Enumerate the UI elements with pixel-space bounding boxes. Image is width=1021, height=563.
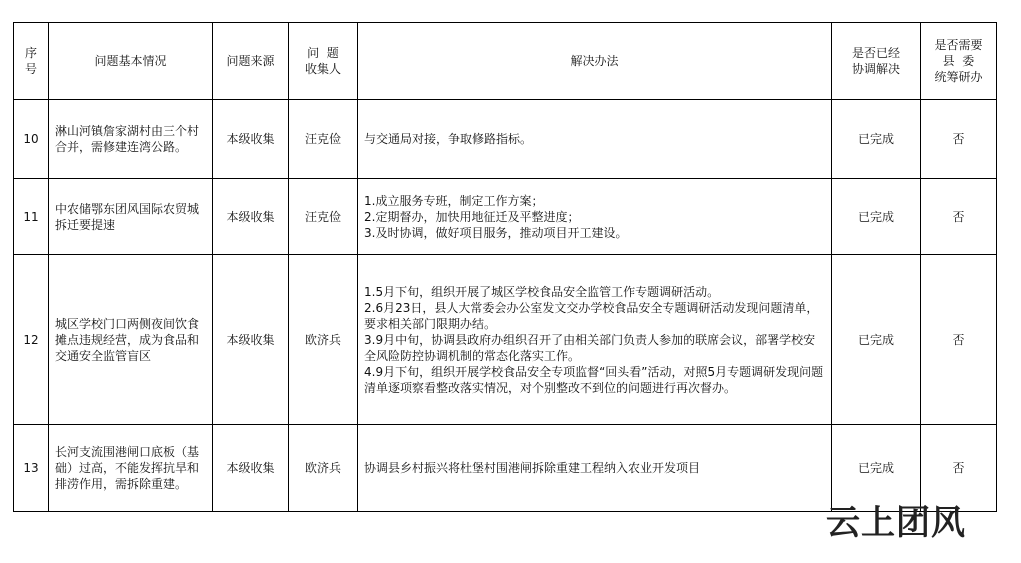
cell-coordinated: 已完成	[832, 179, 921, 255]
header-county-line2: 县 委	[942, 54, 975, 68]
cell-collector: 欧济兵	[289, 255, 358, 425]
header-coordinated-line2: 协调解决	[851, 62, 900, 76]
header-county-line3: 统筹研办	[934, 70, 983, 84]
table-row	[14, 255, 997, 425]
solution-line: 2.定期督办，加快用地征迁及平整进度；	[364, 209, 580, 224]
cell-county-needed: 否	[921, 100, 997, 179]
cell-county-needed: 否	[921, 179, 997, 255]
header-seq-line1: 序	[24, 46, 37, 60]
header-collector	[289, 23, 358, 100]
solution-line: 协调县乡村振兴将杜堡村围港闸拆除重建工程纳入农业开发项目	[364, 461, 701, 475]
header-solution: 解决办法	[358, 23, 832, 100]
header-coordinated-line1: 是否已经	[851, 46, 900, 60]
cell-coordinated: 已完成	[832, 425, 921, 512]
solution-line: 1.5月下旬，组织开展了城区学校食品安全监管工作专题调研活动。	[364, 284, 720, 299]
header-collector-line1: 问 题	[307, 46, 339, 60]
issue-table	[13, 22, 997, 512]
cell-seq: 13	[14, 425, 49, 512]
cell-coordinated: 已完成	[832, 255, 921, 425]
cell-issue: 城区学校门口两侧夜间饮食摊点违规经营，成为食品和交通安全监管盲区	[49, 255, 213, 425]
cell-source: 本级收集	[213, 255, 289, 425]
cell-solution	[358, 425, 832, 512]
cell-county-needed: 否	[921, 255, 997, 425]
cell-solution	[358, 179, 832, 255]
cell-collector: 欧济兵	[289, 425, 358, 512]
header-county-needed	[921, 23, 997, 100]
table-row	[14, 425, 997, 512]
header-source: 问题来源	[213, 23, 289, 100]
watermark-logo: 云上团风	[826, 503, 966, 543]
solution-line: 与交通局对接，争取修路指标。	[364, 132, 533, 146]
cell-source: 本级收集	[213, 425, 289, 512]
table-row	[14, 179, 997, 255]
cell-solution	[358, 255, 832, 425]
cell-seq: 12	[14, 255, 49, 425]
cell-issue: 中农储鄂东团风国际农贸城拆迁要提速	[49, 179, 213, 255]
table-row	[14, 100, 997, 179]
cell-source: 本级收集	[213, 100, 289, 179]
cell-solution	[358, 100, 832, 179]
cell-source: 本级收集	[213, 179, 289, 255]
header-seq-line2: 号	[24, 62, 37, 76]
cell-issue: 长河支流围港闸口底板（基础）过高，不能发挥抗旱和排涝作用，需拆除重建。	[49, 425, 213, 512]
solution-line: 4.9月下旬，组织开展学校食品安全专项监督“回头看”活动，对照5月专题调研发现问题清单逐项察看整改落实情况，对个别整改不到位的问题进行再次督办。	[364, 364, 824, 395]
solution-line: 3.9月中旬，协调县政府办组织召开了由相关部门负责人参加的联席会议，部署学校安全风险防控协调机制的常态化落实工作。	[364, 332, 816, 363]
header-collector-line2: 收集人	[304, 62, 341, 76]
cell-collector: 汪克俭	[289, 100, 358, 179]
cell-seq: 10	[14, 100, 49, 179]
header-row	[14, 23, 997, 100]
cell-issue: 淋山河镇詹家湖村由三个村合并，需修建连湾公路。	[49, 100, 213, 179]
header-county-line1: 是否需要	[934, 38, 983, 52]
solution-line: 2.6月23日，县人大常委会办公室发文交办学校食品安全专题调研活动发现问题清单，要求相关部门限期办结。	[364, 300, 819, 331]
header-issue: 问题基本情况	[49, 23, 213, 100]
header-coordinated	[832, 23, 921, 100]
cell-seq: 11	[14, 179, 49, 255]
solution-line: 3.及时协调，做好项目服务，推动项目开工建设。	[364, 225, 628, 240]
cell-collector: 汪克俭	[289, 179, 358, 255]
cell-county-needed: 否	[921, 425, 997, 512]
solution-line: 1.成立服务专班，制定工作方案；	[364, 193, 544, 208]
cell-coordinated: 已完成	[832, 100, 921, 179]
header-seq	[14, 23, 49, 100]
